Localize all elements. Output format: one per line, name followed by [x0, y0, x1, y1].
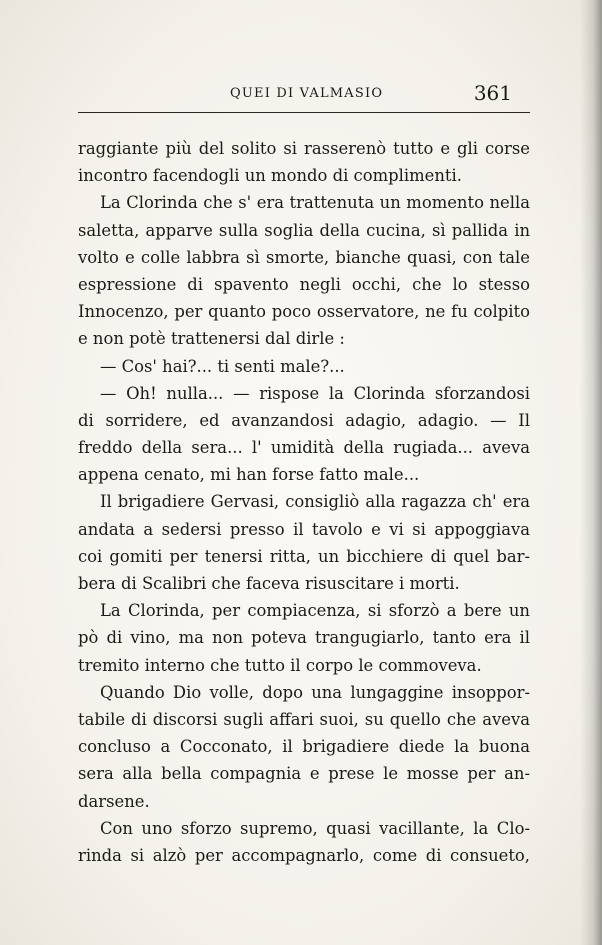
text-line: incontro facendogli un mondo di complimenti. [78, 166, 462, 186]
spine-shadow [580, 0, 602, 945]
text-line: andata a sedersi presso il tavolo e vi si appoggiava [78, 519, 530, 539]
text-line: saletta, apparve sulla soglia della cucina, sì pallida in [78, 220, 530, 240]
header-rule [78, 112, 530, 113]
page-number: 361 [473, 81, 512, 105]
text-line: appena cenato, mi han forse fatto male... [78, 465, 420, 485]
text-line: freddo della sera... l' umidità della rugiada... aveva [78, 438, 530, 458]
text-line: espressione di spavento negli occhi, che lo stesso [78, 274, 530, 294]
running-head [78, 81, 530, 106]
text-line: sera alla bella compagnia e prese le mosse per an- [78, 764, 530, 784]
text-line: tremito interno che tutto il corpo le commoveva. [78, 655, 482, 675]
text-line: coi gomiti per tenersi ritta, un bicchiere di quel bar- [78, 546, 530, 566]
text-line: pò di vino, ma non poteva trangugiarlo, tanto era il [78, 628, 530, 648]
text-line: bera di Scalibri che faceva risuscitare i morti. [78, 574, 460, 593]
text-line: e non potè trattenersi dal dirle : [78, 329, 345, 349]
text-line: Il brigadiere Gervasi, consigliò alla ragazza ch' era [100, 492, 530, 512]
text-line: — Cos' hai?... ti senti male?... [100, 356, 345, 376]
text-line: tabile di discorsi sugli affari suoi, su quello che aveva [78, 709, 530, 729]
text-line: La Clorinda che s' era trattenuta un momento nella [100, 193, 530, 213]
text-line: — Oh! nulla... — rispose la Clorinda sforzandosi [100, 383, 530, 403]
text-line: concluso a Cocconato, il brigadiere diede la buona [78, 737, 530, 757]
text-line: di sorridere, ed avanzandosi adagio, adagio. — Il [78, 410, 530, 430]
text-line: darsene. [78, 791, 150, 811]
text-line: Innocenzo, per quanto poco osservatore, ne fu colpito [78, 302, 530, 322]
body-text [78, 135, 530, 869]
text-line: volto e colle labbra sì smorte, bianche quasi, con tale [78, 247, 530, 267]
text-line: Quando Dio volle, dopo una lungaggine insoppor- [100, 682, 530, 702]
text-line: raggiante più del solito si rasserenò tutto e gli corse [78, 139, 530, 158]
text-line: rinda si alzò per accompagnarlo, come di consueto, [78, 845, 530, 865]
text-line: La Clorinda, per compiacenza, si sforzò a bere un [100, 601, 530, 621]
text-line: Con uno sforzo supremo, quasi vacillante, la Clo- [100, 818, 530, 838]
running-title: QUEI DI VALMASIO [230, 86, 384, 101]
